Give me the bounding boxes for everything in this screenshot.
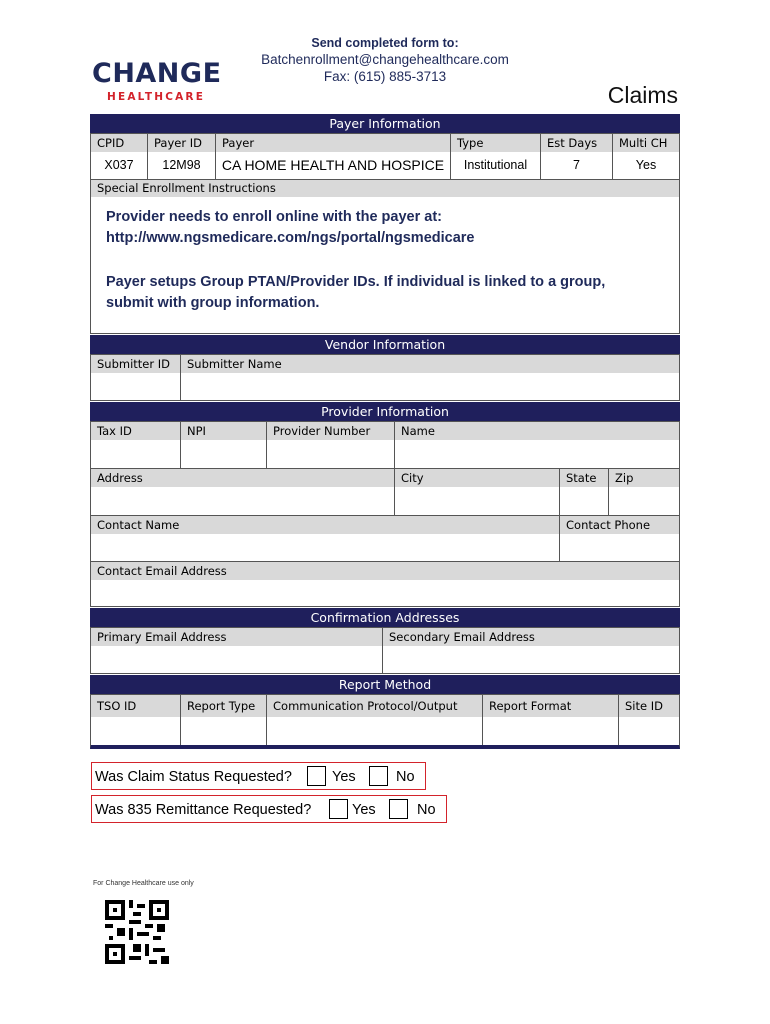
provider-input-row-2 <box>90 487 680 516</box>
site-id-field[interactable] <box>618 717 679 745</box>
report-type-label: Report Type <box>180 695 266 717</box>
claim-status-no-label: No <box>396 769 415 785</box>
type-value: Institutional <box>450 152 540 179</box>
confirmation-input-row <box>90 646 680 674</box>
tax-id-label: Tax ID <box>97 424 132 438</box>
provider-input-row-4 <box>90 580 680 607</box>
submitter-name-label: Submitter Name <box>180 355 679 373</box>
submission-fax: Fax: (615) 885-3713 <box>323 69 447 84</box>
provider-label-row-3 <box>90 515 680 535</box>
remittance-text: Was 835 Remittance Requested? <box>95 802 312 818</box>
payer-name-value: CA HOME HEALTH AND HOSPICE <box>215 152 450 179</box>
remittance-no-checkbox[interactable] <box>389 799 408 819</box>
npi-label: NPI <box>180 422 266 440</box>
logo-wordmark: CHANGE <box>92 58 222 89</box>
est-days-label: Est Days <box>540 134 612 152</box>
cpid-value: X037 <box>104 158 134 172</box>
confirmation-label-row <box>90 627 680 647</box>
state-field[interactable] <box>559 487 608 515</box>
confirmation-section-header: Confirmation Addresses <box>90 608 680 627</box>
contact-email-label: Contact Email Address <box>97 564 227 578</box>
provider-input-row-1 <box>90 440 680 469</box>
remittance-yes-label: Yes <box>352 802 376 818</box>
special-instructions-box <box>90 197 680 334</box>
logo-subtitle: HEALTHCARE <box>107 91 206 103</box>
primary-email-field[interactable] <box>91 646 382 673</box>
provider-label-row-2 <box>90 468 680 488</box>
claim-status-question <box>91 762 426 790</box>
provider-label-row-4 <box>90 561 680 581</box>
provider-name-field[interactable] <box>394 440 679 468</box>
instruction-line-4: submit with group information. <box>106 295 320 311</box>
contact-name-field[interactable] <box>91 534 559 561</box>
tax-id-field[interactable] <box>91 440 180 468</box>
provider-label-row-1 <box>90 421 680 441</box>
comm-protocol-label: Communication Protocol/Output <box>266 695 482 717</box>
submitter-id-label: Submitter ID <box>97 357 171 371</box>
claim-status-yes-label: Yes <box>332 769 356 785</box>
provider-name-label: Name <box>394 422 679 440</box>
report-format-field[interactable] <box>482 717 618 745</box>
npi-field[interactable] <box>180 440 266 468</box>
tso-id-label: TSO ID <box>97 699 137 713</box>
instruction-line-3: Payer setups Group PTAN/Provider IDs. If individual is linked to a group, <box>106 274 606 290</box>
comm-protocol-field[interactable] <box>266 717 482 745</box>
secondary-email-field[interactable] <box>382 646 679 673</box>
document-title: Claims <box>607 82 678 108</box>
tso-id-field[interactable] <box>91 717 180 745</box>
special-instructions-label: Special Enrollment Instructions <box>97 181 276 195</box>
submission-email: Batchenrollment@changehealthcare.com <box>261 52 509 67</box>
submitter-name-field[interactable] <box>180 373 679 400</box>
remittance-yes-checkbox[interactable] <box>329 799 348 819</box>
multi-ch-value: Yes <box>612 152 679 179</box>
report-section-header: Report Method <box>90 675 680 694</box>
contact-name-label: Contact Name <box>97 518 180 532</box>
instruction-url[interactable]: http://www.ngsmedicare.com/ngs/portal/ngsmedicare <box>106 230 475 246</box>
claim-status-yes-checkbox[interactable] <box>307 766 326 786</box>
claim-status-text: Was Claim Status Requested? <box>95 769 292 785</box>
instruction-line-1: Provider needs to enroll online with the payer at: <box>106 209 442 225</box>
provider-number-label: Provider Number <box>266 422 394 440</box>
remittance-no-label: No <box>417 802 436 818</box>
qr-code-icon <box>105 900 169 964</box>
address-label: Address <box>97 471 143 485</box>
provider-section-header: Provider Information <box>90 402 680 421</box>
claim-status-no-checkbox[interactable] <box>369 766 388 786</box>
type-label: Type <box>450 134 540 152</box>
remittance-question <box>91 795 447 823</box>
city-label: City <box>394 469 559 487</box>
payer-id-value: 12M98 <box>147 152 215 179</box>
payer-data-row <box>90 152 680 180</box>
internal-use-note: For Change Healthcare use only <box>93 880 194 887</box>
est-days-value: 7 <box>540 152 612 179</box>
primary-email-label: Primary Email Address <box>97 630 227 644</box>
site-id-label: Site ID <box>618 695 679 717</box>
vendor-section-header: Vendor Information <box>90 335 680 354</box>
vendor-input-row <box>90 373 680 401</box>
contact-phone-label: Contact Phone <box>559 516 679 534</box>
report-type-field[interactable] <box>180 717 266 745</box>
payer-section-header: Payer Information <box>90 114 680 133</box>
secondary-email-label: Secondary Email Address <box>382 628 679 646</box>
report-input-row <box>90 717 680 749</box>
report-format-label: Report Format <box>482 695 618 717</box>
payer-label-row <box>90 133 680 153</box>
special-instructions-label-row <box>90 179 680 198</box>
provider-number-field[interactable] <box>266 440 394 468</box>
zip-label: Zip <box>608 469 679 487</box>
submitter-id-field[interactable] <box>91 373 180 400</box>
zip-field[interactable] <box>608 487 679 515</box>
state-label: State <box>559 469 608 487</box>
send-to-label: Send completed form to: <box>311 36 459 50</box>
payer-id-label: Payer ID <box>147 134 215 152</box>
cpid-label: CPID <box>97 136 125 150</box>
payer-name-label: Payer <box>215 134 450 152</box>
contact-phone-field[interactable] <box>559 534 679 561</box>
vendor-label-row <box>90 354 680 374</box>
provider-input-row-3 <box>90 534 680 562</box>
multi-ch-label: Multi CH <box>612 134 679 152</box>
report-label-row <box>90 694 680 718</box>
contact-email-field[interactable] <box>91 580 679 606</box>
address-field[interactable] <box>91 487 394 515</box>
city-field[interactable] <box>394 487 559 515</box>
